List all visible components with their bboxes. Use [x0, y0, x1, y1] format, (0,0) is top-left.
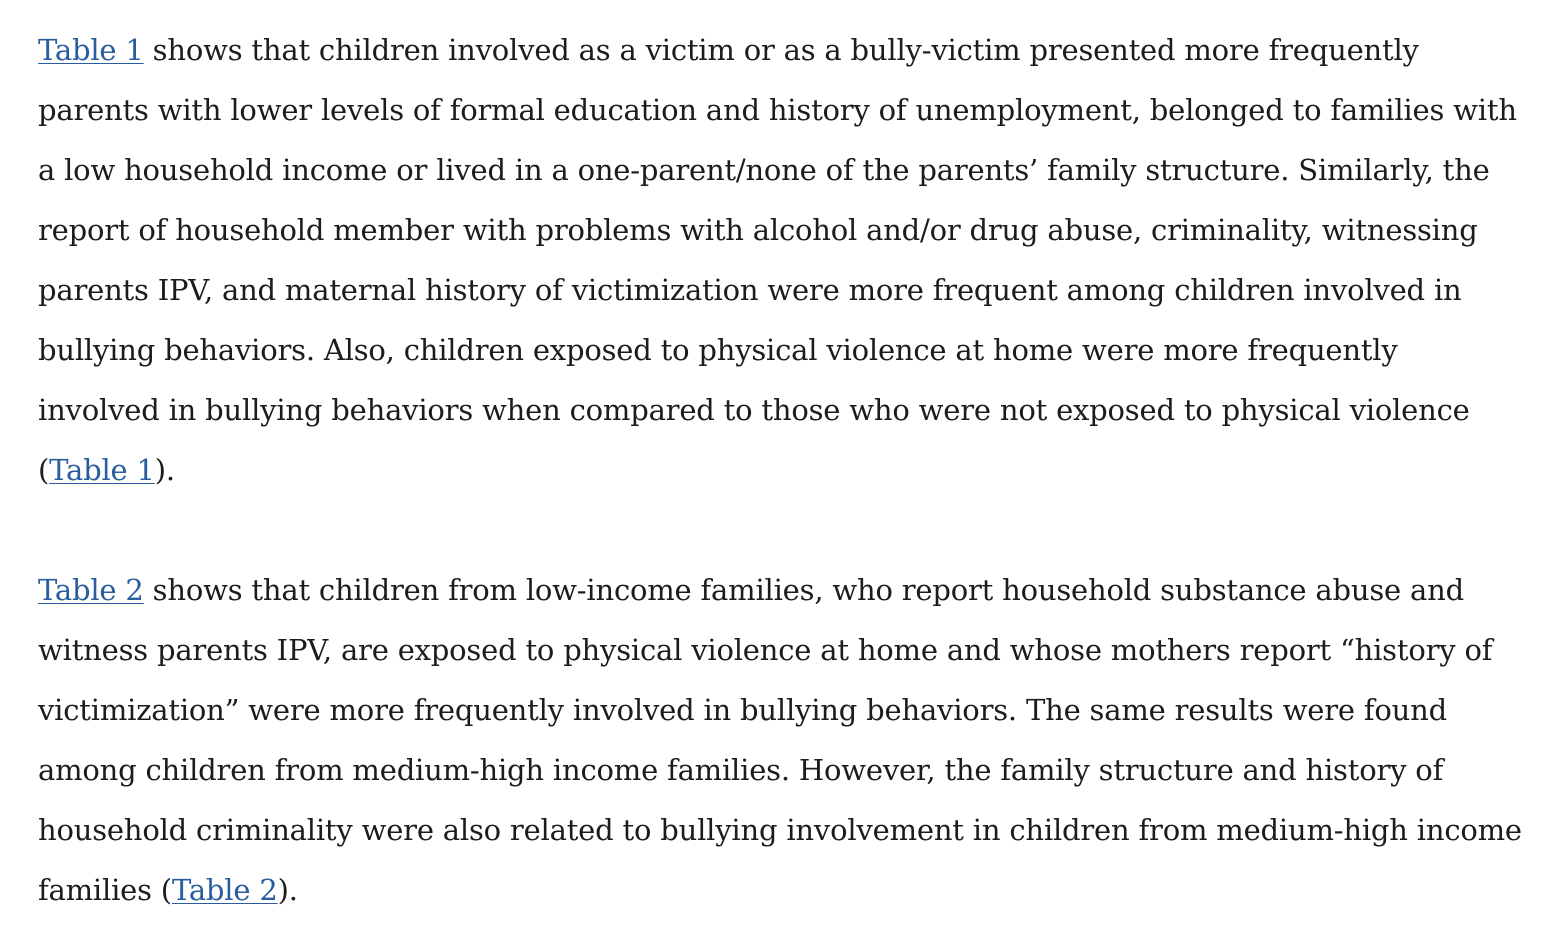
paragraph-2-tail: ). [277, 873, 298, 907]
article-body [38, 20, 1528, 920]
table-1-link-inline[interactable]: Table 1 [49, 453, 155, 487]
table-2-link-inline[interactable]: Table 2 [171, 873, 278, 907]
paragraph-1-text: shows that children involved as a victim or as a bully-victim presented more frequently parents with lower levels of formal education and history of unemployment, belonged to families with a low household income or lived in a one-parent/none of the parents’ family structure. Similarly, the report of household member with problems with alcohol and/or drug abuse, criminality, witnessing parents IPV, and maternal history of victimization were more frequent among children involved in bullying behaviors. Also, children exposed to physical violence at home were more frequently involved in bullying behaviors when compared to those who were not exposed to physical violence ( [38, 33, 1517, 487]
paragraph-1-tail: ). [154, 453, 175, 487]
table-2-link[interactable]: Table 2 [38, 573, 144, 607]
paragraph-2-text: shows that children from low-income families, who report household substance abuse and witness parents IPV, are exposed to physical violence at home and whose mothers report “history of victimization” were more frequently involved in bullying behaviors. The same results were found among children from medium-high income families. However, the family structure and history of household criminality were also related to bullying involvement in children from medium-high income families ( [38, 573, 1522, 907]
table-1-link[interactable]: Table 1 [38, 33, 144, 67]
paragraph-2 [38, 560, 1528, 920]
paragraph-1 [38, 20, 1528, 500]
